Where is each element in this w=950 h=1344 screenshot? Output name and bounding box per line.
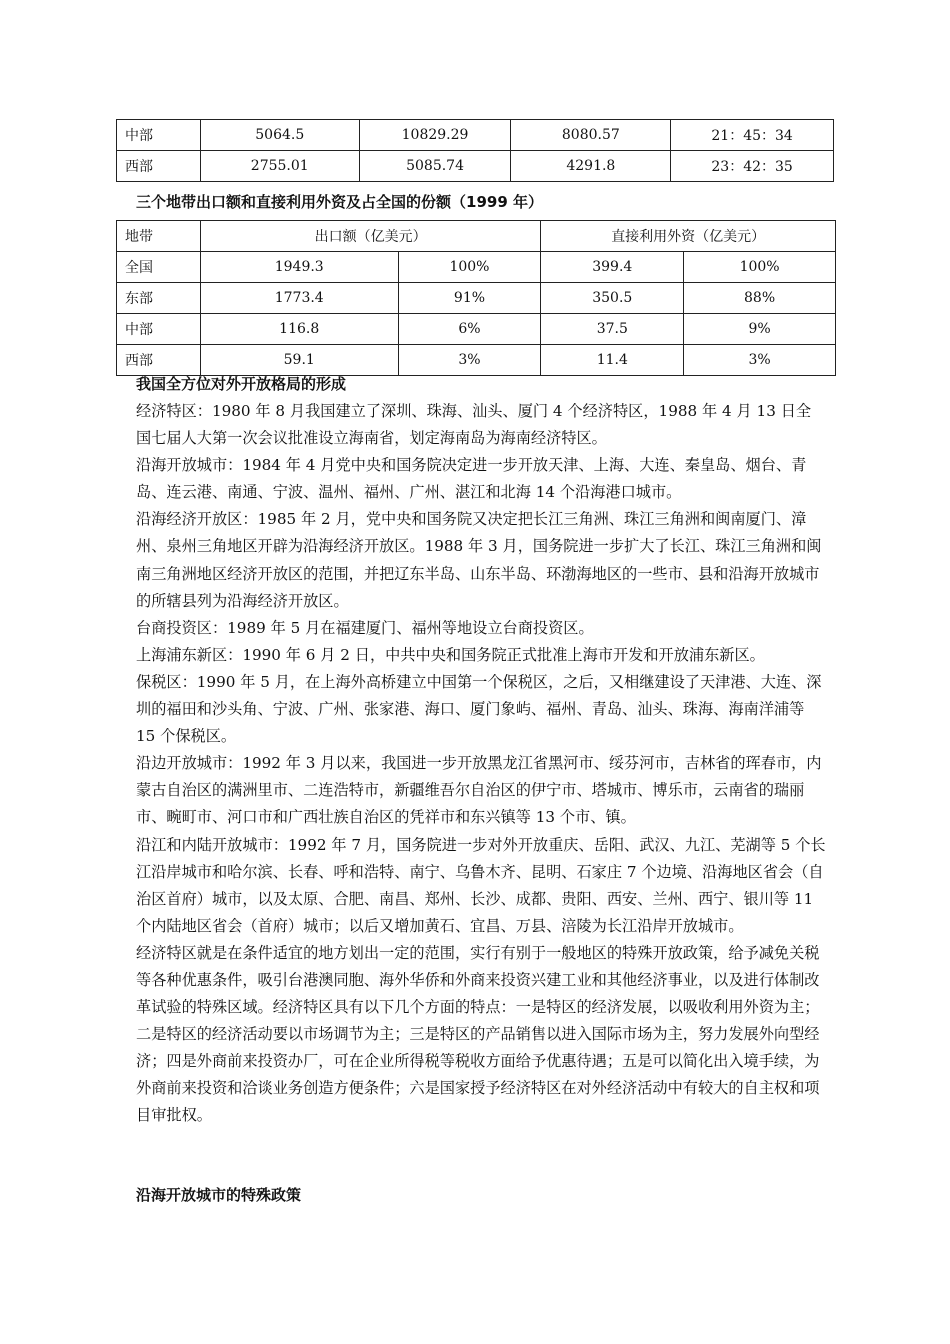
table-cell: 中部 [117, 120, 201, 151]
table-cell: 东部 [117, 283, 201, 314]
table-row [117, 345, 836, 376]
paragraph: 保税区：1990 年 5 月，在上海外高桥建立中国第一个保税区，之后，又相继建设了天津港、大连、深圳的福田和沙头角、宁波、广州、张家港、海口、厦门象屿、福州、青岛、汕头、珠海、海南洋浦等 15 个保税区。 [136, 672, 822, 746]
header-cell: 地带 [117, 221, 201, 252]
paragraph: 上海浦东新区：1990 年 6 月 2 日，中共中央和国务院正式批准上海市开发和开放浦东新区。 [136, 645, 765, 664]
table-row [117, 151, 834, 182]
paragraph: 经济特区就是在条件适宜的地方划出一定的范围，实行有别于一般地区的特殊开放政策，给予减免关税等各种优惠条件，吸引台港澳同胞、海外华侨和外商来投资兴建工业和其他经济事业，以及进行体制改革试验的特殊区域。经济特区具有以下几个方面的特点：一是特区的经济发展，以吸收利用外资为主；二是特区的经济活动要以市场调节为主；三是特区的产品销售以进入国际市场为主，努力发展外向型经济；四是外商前来投资办厂，可在企业所得税等税收方面给予优惠待遇；五是可以简化出入境手续，为外商前来投资和洽谈业务创造方便条件；六是国家授予经济特区在对外经济活动中有较大的自主权和项目审批权。 [136, 943, 820, 1125]
table-cell: 88% [684, 283, 836, 314]
paragraph: 台商投资区：1989 年 5 月在福建厦门、福州等地设立台商投资区。 [136, 618, 594, 637]
paragraph: 沿海经济开放区：1985 年 2 月，党中央和国务院又决定把长江三角洲、珠江三角洲和闽南厦门、漳州、泉州三角地区开辟为沿海经济开放区。1988 年 3 月，国务院进一步扩大了长江、珠江三角洲和闽南三角洲地区经济开放区的范围，并把辽东半岛、山东半岛、环渤海地区的一些市、县和沿海开放城市的所辖县列为沿海经济开放区。 [136, 510, 822, 610]
table-cell: 1949.3 [200, 252, 398, 283]
table-row [117, 120, 834, 151]
table-cell: 91% [398, 283, 541, 314]
paragraph: 沿海开放城市：1984 年 4 月党中央和国务院决定进一步开放天津、上海、大连、秦皇岛、烟台、青岛、连云港、南通、宁波、温州、福州、广州、湛江和北海 14 个沿海港口城市。 [136, 456, 807, 502]
paragraph: 沿边开放城市：1992 年 3 月以来，我国进一步开放黑龙江省黑河市、绥芬河市，吉林省的珲春市，内蒙古自治区的满洲里市、二连浩特市，新疆维吾尔自治区的伊宁市、塔城市、博乐市，云南省的瑞丽市、畹町市、河口市和广西壮族自治区的凭祥市和东兴镇等 13 个市、镇。 [136, 754, 822, 827]
table-row [117, 252, 836, 283]
header-cell: 直接利用外资（亿美元） [541, 221, 836, 252]
table-row [117, 283, 836, 314]
section-body [136, 398, 826, 1130]
table-cell: 10829.29 [359, 120, 511, 151]
table-cell: 1773.4 [200, 283, 398, 314]
table-cell: 23：42：35 [671, 151, 834, 182]
table-cell: 399.4 [541, 252, 684, 283]
table-cell: 4291.8 [511, 151, 671, 182]
paragraph: 经济特区：1980 年 8 月我国建立了深圳、珠海、汕头、厦门 4 个经济特区，1988 年 4 月 13 日全国七届人大第一次会议批准设立海南省，划定海南岛为海南经济特区。 [136, 402, 812, 448]
table-cell: 100% [684, 252, 836, 283]
table-cell: 116.8 [200, 314, 398, 345]
table-cell: 11.4 [541, 345, 684, 376]
table-cell: 中部 [117, 314, 201, 345]
table-row [117, 314, 836, 345]
table2-title: 三个地带出口额和直接利用外资及占全国的份额（1999 年） [136, 193, 543, 211]
table-cell: 9% [684, 314, 836, 345]
table-cell: 3% [684, 345, 836, 376]
table-cell: 8080.57 [511, 120, 671, 151]
paragraph: 沿江和内陆开放城市：1992 年 7 月，国务院进一步对外开放重庆、岳阳、武汉、九江、芜湖等 5 个长江沿岸城市和哈尔滨、长春、呼和浩特、南宁、乌鲁木齐、昆明、石家庄 7 个边境、沿海地区省会（自治区首府）城市，以及太原、合肥、南昌、郑州、长沙、成都、贵阳、西安、兰州、西宁、银川等 11 个内陆地区省会（首府）城市；以后又增加黄石、宜昌、万县、涪陵为长江沿岸开放城市。 [136, 835, 826, 935]
table-cell: 350.5 [541, 283, 684, 314]
regional-data-table [116, 119, 834, 182]
export-investment-table [116, 220, 836, 376]
section-title: 我国全方位对外开放格局的形成 [136, 375, 347, 393]
table-cell: 37.5 [541, 314, 684, 345]
table-cell: 西部 [117, 151, 201, 182]
table-cell: 59.1 [200, 345, 398, 376]
section-title: 沿海开放城市的特殊政策 [136, 1186, 302, 1204]
table-cell: 5085.74 [359, 151, 511, 182]
header-cell: 出口额（亿美元） [200, 221, 541, 252]
table-header-row [117, 221, 836, 252]
table-cell: 3% [398, 345, 541, 376]
table-cell: 全国 [117, 252, 201, 283]
table-cell: 2755.01 [200, 151, 359, 182]
table-cell: 21：45：34 [671, 120, 834, 151]
table-cell: 西部 [117, 345, 201, 376]
table-cell: 6% [398, 314, 541, 345]
table-cell: 100% [398, 252, 541, 283]
table-cell: 5064.5 [200, 120, 359, 151]
